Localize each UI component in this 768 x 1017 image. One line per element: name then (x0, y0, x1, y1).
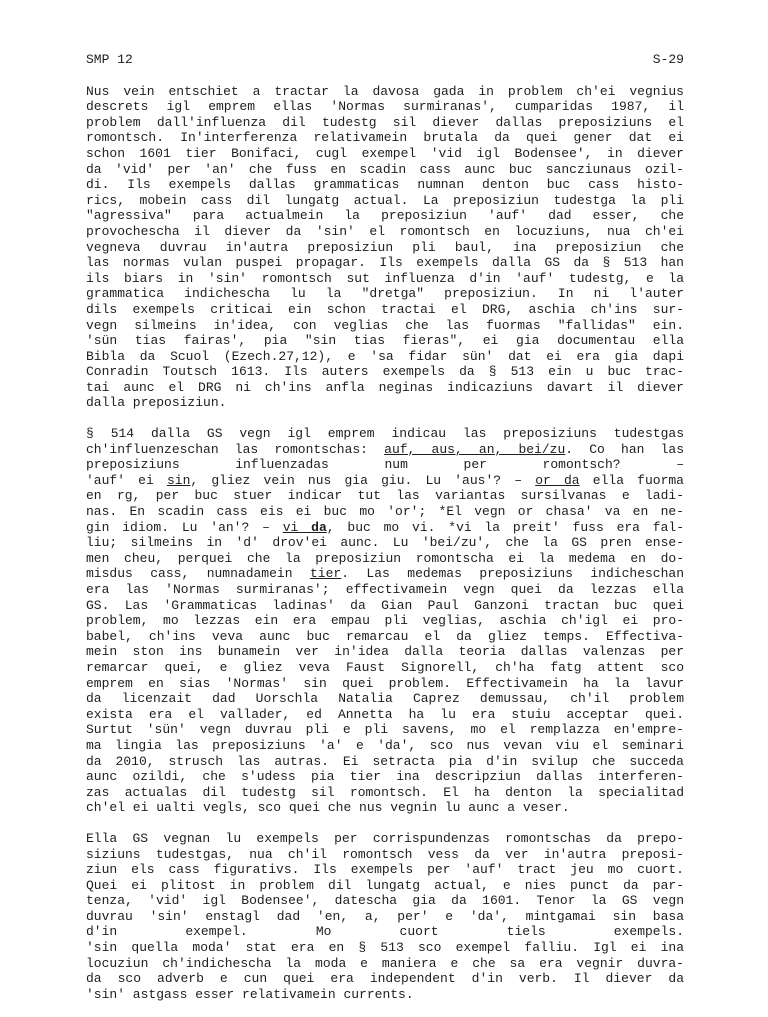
text-line: romontsch. In'interferenza relativamein brutala da quei gener dat ei (86, 130, 684, 146)
text-line: 'sün tias fairas', pia "sin tias fieras", ei gia documentau ella (86, 333, 684, 349)
text-line: Bibla da Scuol (Ezech.27,12), e 'sa fidar sün' dat ei era gia dapi (86, 348, 684, 364)
text-line: era las 'Normas surmiranas'; effectivamein vegn quei da lezzas ella (86, 582, 684, 597)
text-line: Nus vein entschiet a tractar la davosa gada in problem ch'ei vegnius (86, 83, 684, 99)
text-line: aunc ozildi, che s'udess pia tier ina descripziun dallas interferen- (86, 769, 684, 785)
text-line: ma lingia las preposiziuns 'a' e 'da', sco nus vevan viu el seminari (86, 737, 684, 753)
text-line: vegn silmeins in'idea, con veglias che las fuormas "fallidas" ein. (86, 317, 684, 333)
text-line: remarcar quei, e gliez veva Faust Signorell, ch'ha fatg attent sco (86, 659, 684, 675)
text-line: ch'influenzeschan las romontschas: auf, aus, an, bei/zu. Co han las (86, 441, 684, 457)
text-line: dalla preposiziun. (86, 395, 227, 411)
text-line: tai aunc el DRG ni ch'ins anfla neginas indicaziuns davart il diever (86, 379, 684, 395)
paragraph (86, 426, 684, 816)
text-line: siziuns tudestgas, nua ch'il romontsch vess da ver in'autra preposi- (86, 846, 684, 862)
text-line: duvrau 'sin' enstagl dad 'en, a, per' e 'da', mintgamai sin basa (86, 908, 684, 924)
text-line: di. Ils exempels dallas grammaticas numnan denton buc cass histo- (86, 177, 684, 193)
text-line: Quei ei plitost in problem dil lungatg actual, e nies punct da par- (86, 877, 684, 893)
text-line: schon 1601 tier Bonifaci, cugl exempel 'vid igl Bodensee', in diever (86, 145, 684, 161)
text-line: exista era el vallader, ed Annetta ha lu era stuiu acceptar quei. (86, 706, 684, 722)
text-line: da 2010, strusch las autras. Ei setracta pia d'in svilup che succeda (86, 753, 684, 769)
text-line: las normas vulan puspei propagar. Ils exempels dalla GS da § 513 han (86, 255, 684, 271)
text-line: rics, mobein cass dil lungatg actual. La preposiziun tudestga la pli (86, 192, 684, 208)
text-line: problem, mo lezzas ein era empau pli veglias, aschia ch'igl ei pro- (86, 613, 684, 629)
document-page (86, 52, 684, 1017)
text-line: da licenzait dad Uorschla Natalia Caprez demussau, ch'il problem (86, 691, 684, 707)
header-left: SMP 12 (86, 52, 133, 67)
text-line: da 'vid' per 'an' che fuss en scadin cass aunc buc sancziunaus ozil- (86, 161, 684, 177)
text-line: d'in exempel. Mo cuort tiels exempels. (86, 924, 684, 940)
text-line: vegneva duvrau in'autra preposiziun pli baul, ina preposiziun che (86, 239, 684, 255)
text-line: locuziun ch'indichescha la moda e maniera e che sa era vegnir duvra- (86, 955, 684, 971)
text-line: 'sin quella moda' stat era en § 513 sco exempel falliu. Igl ei ina (86, 940, 684, 956)
text-line: gin idiom. Lu 'an'? – vi da, buc mo vi. *vi la preit' fuss era fal- (86, 519, 685, 535)
header-right: S-29 (652, 52, 684, 67)
paragraph (86, 831, 684, 1003)
text-line: ziun els cass figurativs. Ils exempels per 'auf' tract jeu mo cuort. (86, 862, 684, 878)
text-line: problem dall'influenza dil tudestg sil diever dallas preposiziuns el (86, 114, 684, 130)
text-line: Surtut 'sün' vegn duvrau pli e pli savens, mo el remplazza en'empre- (86, 722, 684, 738)
text-line: provochescha il diever da 'sin' el romontsch en locuziuns, nua ch'ei (86, 223, 684, 239)
text-line: dils exempels criticai ein schon tractai el DRG, aschia ch'ins sur- (86, 301, 684, 317)
text-line: GS. Las 'Grammaticas ladinas' da Gian Paul Ganzoni tractan buc quei (86, 597, 684, 613)
text-line: ch'el ei ualti vegls, sco quei che nus vegnin lu aunc a veser. (86, 800, 570, 816)
paragraph (86, 84, 684, 411)
text-line: grammatica indichescha lu la "dretga" preposiziun. In ni l'auter (86, 286, 684, 302)
text-line: zas actualas dil tudestg sil romontsch. El ha denton la specialitad (86, 784, 684, 800)
text-line: "agressiva" para actualmein la preposiziun 'auf' dad esser, che (86, 208, 684, 224)
text-line: emprem en sias 'Normas' sin quei problem. Effectivamein ha la lavur (86, 675, 684, 691)
text-line: Ella GS vegnan lu exempels per corrispundenzas romontschas da prepo- (86, 830, 684, 846)
text-line: mein ston ins bunamein ver in'idea dalla teoria dallas valenzas per (86, 644, 684, 660)
text-line: babel, ch'ins veva aunc buc remarcau el da gliez temps. Effectiva- (86, 628, 684, 644)
text-line: descrets igl emprem ellas 'Normas surmiranas', cumparidas 1987, il (86, 99, 684, 115)
text-line: liu; silmeins in 'd' drov'ei aunc. Lu 'bei/zu', che la GS pren ense- (86, 535, 684, 551)
text-line: Conradin Toutsch 1613. Ils auters exempels da § 513 ein u buc trac- (86, 364, 684, 380)
text-line: 'sin' astgass esser relativamein currents. (86, 986, 414, 1002)
text-line: 'auf' ei sin, gliez vein nus gia giu. Lu 'aus'? – or da ella fuorma (86, 472, 684, 488)
text-line: en rg, per buc stuer indicar tut las variantas sursilvanas e ladi- (86, 488, 684, 504)
text-line: tenza, 'vid' igl Bodensee', datescha gia da 1601. Tenor la GS vegn (86, 893, 684, 909)
text-line: men cheu, perquei che la preposiziun romontscha ei la medema en do- (86, 550, 684, 566)
page-header (86, 52, 684, 68)
text-line: § 514 dalla GS vegn igl emprem indicau las preposiziuns tudestgas (86, 426, 684, 442)
text-line: misdus cass, numnadamein tier. Las medemas preposiziuns indicheschan (86, 566, 684, 582)
text-line: da sco adverb e cun quei era independent d'in verb. Il diever da (86, 971, 684, 987)
text-line: ils biars in 'sin' romontsch sut influenza d'in 'auf' tudestg, e la (86, 270, 684, 286)
text-line: preposiziuns influenzadas num per romontsch? – (86, 457, 684, 473)
text-line: nas. En scadin cass eis ei buc mo 'or'; *El vegn or chasa' va en ne- (86, 504, 684, 520)
document-body (86, 84, 684, 1003)
